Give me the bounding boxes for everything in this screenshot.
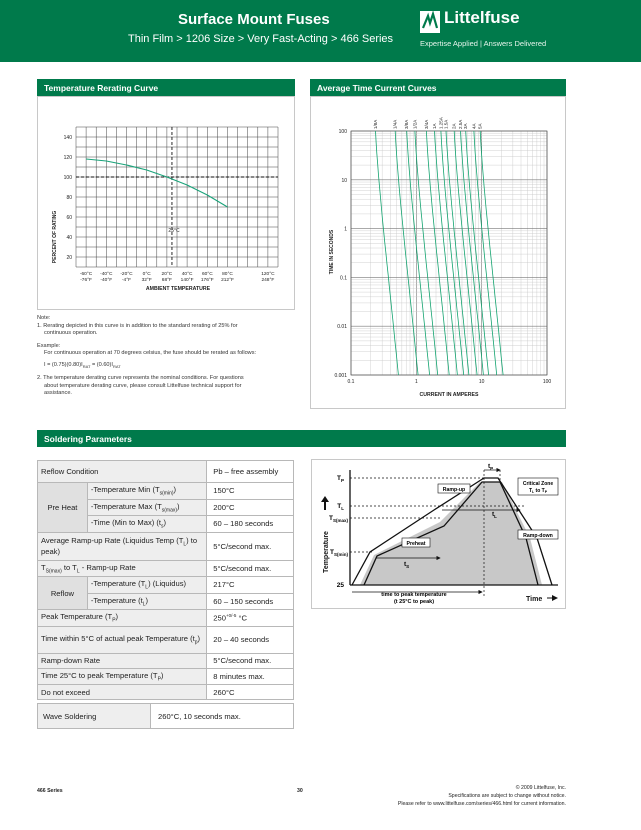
series-label: 4A — [471, 123, 477, 129]
y-tick-label: 80 — [66, 195, 72, 201]
cell-text: T — [41, 562, 46, 572]
note-heading: Note: — [37, 315, 51, 321]
table-row — [38, 560, 294, 577]
cell-sub: S(max) — [45, 568, 62, 575]
x-tick-label: 68°F — [161, 278, 172, 283]
y-tick-label: 0.1 — [340, 275, 347, 282]
note-2c: assistance. — [44, 390, 72, 397]
tsmax-sub: S(max) — [332, 518, 348, 523]
ttc-curve-4A — [474, 131, 497, 375]
cell-text: to T — [61, 562, 77, 572]
x-tick-label: -60°C — [79, 272, 93, 277]
x-tick-label: 176°F — [200, 278, 214, 283]
table-row — [38, 685, 294, 700]
tp-sub: P — [340, 478, 344, 483]
series-label: 2.5A — [458, 119, 463, 129]
tp-time-letter: t — [488, 463, 491, 470]
x-tick-label: 120°C — [261, 272, 275, 277]
breadcrumb: Thin Film > 1206 Size > Very Fast-Acting > 466 Series — [128, 33, 394, 45]
table-cell: 5°C/second max. — [207, 532, 294, 560]
tp-time-label — [488, 463, 493, 471]
cell-sub: L — [183, 541, 187, 548]
wave-soldering-label: Wave Soldering — [38, 704, 151, 728]
ttc-curve-2.5A — [461, 131, 484, 375]
table-row — [38, 577, 294, 594]
table-row — [38, 626, 294, 653]
critical-zone-label: Critical Zone — [522, 481, 554, 487]
x-tick-label: -20°C — [120, 272, 133, 277]
table-row — [38, 532, 294, 560]
cell-text: Peak Temperature (T — [41, 612, 113, 622]
ts-time-letter: t — [404, 561, 407, 568]
ttc-curve-2A — [454, 131, 477, 375]
table-cell: -Time (Min to Max) $(t_s)$ — [87, 516, 206, 533]
table-cell: Time within 5°C of actual peak Temperature $(t_p)$ — [38, 626, 207, 653]
soldering-panel-title: Soldering Parameters — [37, 430, 566, 447]
cell-text: -Time (Min to Max) (t — [90, 518, 162, 528]
ttc-chart-panel — [310, 96, 566, 409]
x-tick-label: 10 — [478, 379, 485, 385]
x-tick-label: 212°F — [221, 278, 234, 283]
table-cell: Pb – free assembly — [207, 461, 294, 483]
ttc-curve-1.5A — [446, 131, 469, 375]
temperature-up-arrow-icon — [321, 496, 329, 510]
tl-label — [337, 503, 344, 511]
ttc-curve-3A — [466, 131, 489, 375]
table-cell — [38, 560, 207, 577]
y-tick-label: 100 — [338, 129, 347, 135]
derating-chart — [38, 97, 294, 309]
series-label: 1A — [432, 123, 437, 129]
series-label: 3/4A — [423, 119, 429, 129]
reflow-profile-diagram — [312, 460, 565, 608]
tsmax-letter: T — [329, 515, 333, 522]
preheat-label: Preheat — [406, 541, 426, 547]
ttc-chart — [311, 97, 565, 408]
x-tick-label: -40°C — [100, 272, 113, 277]
brand-name: Littelfuse — [444, 8, 520, 27]
wave-soldering-value: 260°C, 10 seconds max. — [158, 712, 241, 721]
cell-sub: L — [142, 601, 146, 608]
cz-t1: T — [528, 488, 533, 494]
tsmax-label — [329, 515, 348, 523]
formula-part-2: = (0.60)I — [90, 361, 113, 368]
derating-ylabel: PERCENT OF RATING — [52, 210, 58, 264]
table-row — [38, 668, 294, 685]
table-cell: 8 minutes max. — [207, 668, 294, 685]
y-tick-label: 0.001 — [334, 373, 347, 379]
page-header — [0, 0, 641, 62]
series-label: 1.25A — [438, 117, 444, 129]
ramp-down-label: Ramp-down — [523, 533, 553, 539]
note-2: 2. The temperature derating curve represents the nominal conditions. For questions — [37, 375, 244, 382]
soldering-parameters-table — [37, 460, 294, 700]
littelfuse-logo-icon — [420, 11, 440, 33]
wave-soldering-box — [37, 703, 294, 729]
y-tick-label: 10 — [341, 177, 347, 184]
t25-label: 25 — [336, 582, 344, 589]
x-tick-label: 32°F — [141, 278, 152, 283]
formula-part-1: I = (0.75)(0.80)I — [44, 361, 83, 368]
table-cell: 260°C — [207, 685, 294, 700]
table-cell: Do not exceed — [38, 685, 207, 700]
ramp-up-label: Ramp-up — [442, 487, 466, 493]
cell-text: Time within 5°C of actual peak Temperature (t — [41, 633, 195, 643]
ttc-curve-1/8A — [376, 131, 399, 375]
x-tick-label: 80°C — [222, 272, 233, 277]
ttc-ylabel: TIME IN SECONDS — [329, 229, 335, 275]
table-cell: Ramp-down Rate — [38, 653, 207, 668]
ttc-panel-title: Average Time Current Curves — [310, 79, 566, 96]
y-tick-label: 140 — [63, 135, 72, 141]
cell-sub: p — [194, 639, 198, 646]
note-1: 1. Rerating depicted in this curve is in addition to the standard rerating of 25% for — [37, 322, 238, 329]
plot-frame — [351, 131, 547, 375]
cell-sup: +0/-5 — [225, 613, 237, 619]
note-2b: about temperature derating curve, please consult Littelfuse technical support for — [44, 382, 242, 389]
tp-letter: T — [337, 475, 341, 482]
tl-time-letter: t — [492, 511, 495, 518]
tl-sub: L — [341, 506, 344, 511]
table-cell: -Temperature $(t_L)$ — [87, 593, 206, 610]
cell-text: Time 25°C to peak Temperature (T — [41, 670, 158, 680]
brand-tagline: Expertise Applied | Answers Delivered — [420, 39, 547, 48]
y-tick-label: 1 — [344, 226, 347, 233]
cz-sub2: P — [544, 490, 548, 494]
footer-copyright: © 2009 Littelfuse, Inc. — [515, 785, 566, 791]
table-cell: 20 – 40 seconds — [207, 626, 294, 653]
ttc-curve-1/4A — [395, 131, 418, 375]
cz-sub1: L — [532, 490, 535, 494]
derating-xlabel: AMBIENT TEMPERATURE — [145, 286, 211, 292]
example-heading: Example: — [37, 342, 61, 349]
table-cell: Pre Heat — [38, 483, 88, 533]
cell-sub: P — [157, 676, 161, 683]
table-cell: Reflow Condition — [38, 461, 207, 483]
table-cell: -Temperature Max $(T_{s(max)})$ — [87, 499, 206, 516]
footer-refer[interactable]: Please refer to www.littelfuse.com/series/466.html for current information. — [397, 801, 566, 807]
tl-time-sub: L — [494, 514, 497, 519]
table-cell: 5°C/second max. — [207, 560, 294, 577]
page-title: Surface Mount Fuses — [178, 11, 330, 28]
table-row — [38, 653, 294, 668]
cell-text: -Temperature Max (T — [90, 501, 162, 511]
x-tick-label: 1 — [414, 379, 418, 385]
cell-text: Average Ramp-up Rate (Liquidus Temp (T — [41, 535, 184, 545]
ttc-curve-1/2A — [415, 131, 438, 375]
note-1b: continuous operation. — [44, 330, 98, 336]
tsmin-sub: S(min) — [334, 552, 348, 557]
derating-panel-title: Temperature Rerating Curve — [37, 79, 295, 96]
ttc-curve-1.25A — [441, 131, 464, 375]
time-to-peak-label: time to peak temperature — [381, 592, 447, 598]
derating-marker-label: 25°C — [168, 228, 180, 234]
series-label: 1/8A — [373, 119, 378, 129]
y-tick-label: 60 — [66, 215, 72, 221]
x-tick-label: 60°C — [201, 272, 213, 277]
x-tick-label: 100 — [542, 379, 552, 385]
table-cell — [87, 577, 206, 594]
table-row — [38, 461, 294, 483]
brand-logo[interactable] — [418, 8, 618, 54]
profile-x-title: Time — [526, 596, 543, 603]
cell-sub: L — [145, 584, 149, 591]
cell-text: - Ramp-up Rate — [79, 562, 136, 572]
y-tick-label: 20 — [66, 255, 72, 261]
series-label: 1/2A — [412, 119, 418, 129]
y-tick-label: 0.01 — [337, 324, 347, 331]
profile-fill — [360, 482, 542, 585]
x-tick-label: 0°C — [142, 272, 151, 277]
derating-notes — [37, 315, 299, 398]
footer-page-number: 30 — [297, 788, 303, 794]
x-tick-label: -40°F — [100, 278, 113, 283]
y-tick-label: 120 — [63, 155, 72, 161]
table-cell: 217°C — [207, 577, 294, 594]
cell-sub: P — [112, 617, 116, 624]
table-cell: -Temperature Min $(T_{s(min)})$ — [87, 483, 206, 500]
table-cell — [207, 610, 294, 627]
table-cell: Peak Temperature $(T_P)$ — [38, 610, 207, 627]
footer-disclaimer: Specifications are subject to change without notice. — [448, 793, 566, 799]
x-tick-label: 140°F — [180, 278, 194, 283]
cell-text: -Temperature (t — [90, 595, 143, 605]
ts-time-sub: S — [406, 564, 410, 569]
x-tick-label: -76°F — [80, 278, 92, 283]
table-cell: 60 – 180 seconds — [207, 516, 294, 533]
ttc-xlabel: CURRENT IN AMPERES — [419, 392, 479, 398]
x-tick-label: 248°F — [261, 278, 275, 283]
series-label: 1.5A — [443, 119, 449, 129]
tsmin-letter: T — [330, 549, 334, 556]
cz-to: to T — [534, 488, 545, 494]
series-label: 3A — [463, 123, 469, 129]
x-tick-label: 0.1 — [347, 379, 355, 385]
series-label: 1/4A — [392, 119, 398, 129]
tsmin-label — [330, 549, 348, 557]
derating-chart-panel — [37, 96, 295, 310]
series-label: 3/8A — [404, 119, 410, 129]
cell-text: -Temperature (T — [90, 579, 146, 589]
profile-y-title: Temperature — [323, 531, 330, 573]
table-cell: 5°C/second max. — [207, 653, 294, 668]
table-cell — [38, 532, 207, 560]
formula-sub-1: RAT — [82, 363, 91, 369]
x-tick-label: -4°F — [121, 278, 132, 283]
y-tick-label: 100 — [63, 175, 72, 181]
cell-text: -Temperature Min (T — [90, 485, 160, 494]
x-tick-label: 20°C — [161, 272, 173, 277]
cell-text: °C — [236, 613, 247, 623]
series-label: 2A — [451, 123, 457, 129]
footer-series: 466 Series — [37, 788, 63, 794]
table-cell: 200°C — [207, 499, 294, 516]
reflow-profile-panel — [311, 459, 566, 609]
cell-text: ) (Liquidus) — [148, 579, 187, 589]
cell-sub: L — [76, 568, 80, 575]
tp-label — [337, 475, 344, 483]
table-cell: 150°C — [207, 483, 294, 500]
table-cell: Reflow — [38, 577, 88, 610]
cell-text: 250 — [213, 613, 226, 623]
ttc-curve-3/4A — [426, 131, 449, 375]
cell-text: ) to peak) — [41, 535, 198, 557]
ttc-curve-5A — [480, 131, 503, 375]
table-cell: 60 – 150 seconds — [207, 593, 294, 610]
formula-sub-2: RAT — [112, 363, 121, 369]
table-row — [38, 483, 294, 500]
x-tick-label: 40°C — [181, 272, 193, 277]
table-row — [38, 610, 294, 627]
table-cell: Time 25°C to peak Temperature $(T_P)$ — [38, 668, 207, 685]
y-tick-label: 40 — [66, 235, 72, 241]
cell-sub: s(max) — [161, 507, 178, 514]
tp-time-sub: P — [490, 466, 494, 471]
series-label: 5A — [477, 123, 483, 129]
time-to-peak-sub-label: (t 25°C to peak) — [393, 599, 435, 605]
ttc-curve-1A — [435, 131, 458, 375]
cell-sub: s(min) — [159, 490, 174, 497]
example-formula — [37, 362, 299, 371]
example-text: For continuous operation at 70 degrees celsius, the fuse should be rerated as follows: — [44, 350, 257, 356]
cell-sub: s — [161, 523, 164, 530]
tl-letter: T — [337, 503, 342, 510]
